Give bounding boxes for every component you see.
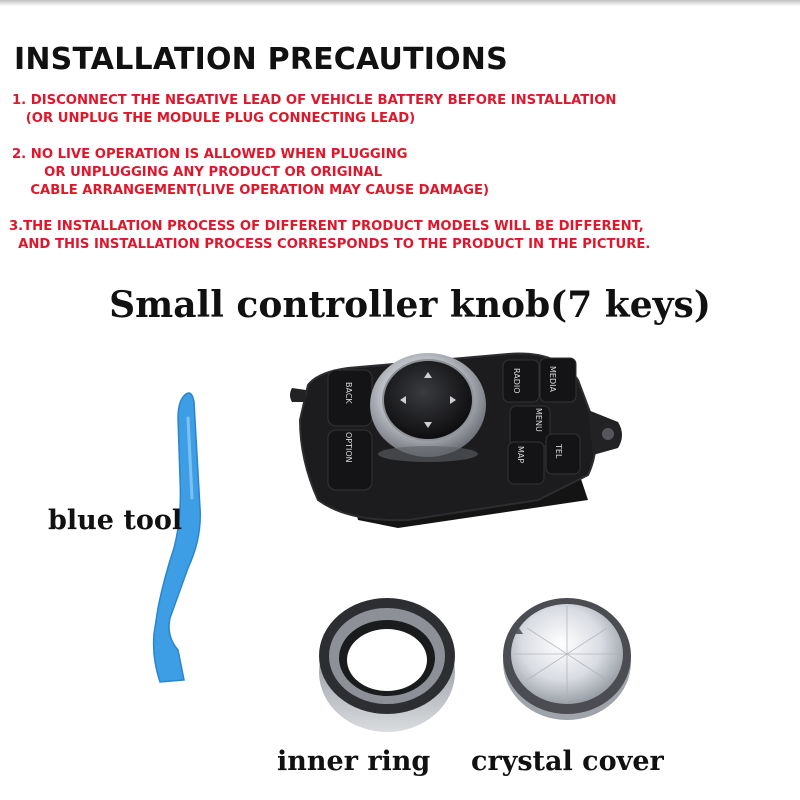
key-media-label: MEDIA [548, 366, 557, 392]
label-crystal-cover: crystal cover [471, 746, 664, 777]
key-map-label: MAP [516, 446, 525, 464]
blue-tool-image [148, 388, 218, 688]
key-tel-label: TEL [554, 444, 563, 459]
product-title: Small controller knob(7 keys) [109, 284, 711, 326]
controller-knob-image [288, 350, 628, 535]
precaution-1: 1. DISCONNECT THE NEGATIVE LEAD OF VEHICLE BATTERY BEFORE INSTALLATION (OR UNPLUG THE MODULE PLUG CONNECTING LEAD) [12, 93, 617, 126]
precaution-3: 3.THE INSTALLATION PROCESS OF DIFFERENT PRODUCT MODELS WILL BE DIFFERENT, AND THIS INSTALLATION PROCESS CORRESPONDS TO THE PRODUCT IN THE PICTURE. [9, 219, 651, 252]
precaution-2: 2. NO LIVE OPERATION IS ALLOWED WHEN PLUGGING OR UNPLUGGING ANY PRODUCT OR ORIGINAL CABLE ARRANGEMENT(LIVE OPERATION MAY CAUSE DAMAGE) [12, 147, 489, 198]
top-divider [0, 0, 800, 6]
label-inner-ring: inner ring [277, 746, 431, 777]
label-blue-tool: blue tool [48, 505, 183, 536]
crystal-cover-image [497, 588, 637, 726]
key-menu-label: MENU [534, 408, 543, 432]
key-back-label: BACK [344, 382, 353, 404]
key-radio-label: RADIO [512, 368, 521, 394]
page-title: INSTALLATION PRECAUTIONS [14, 42, 508, 77]
key-option-label: OPTION [344, 432, 353, 463]
inner-ring-image [312, 588, 462, 738]
